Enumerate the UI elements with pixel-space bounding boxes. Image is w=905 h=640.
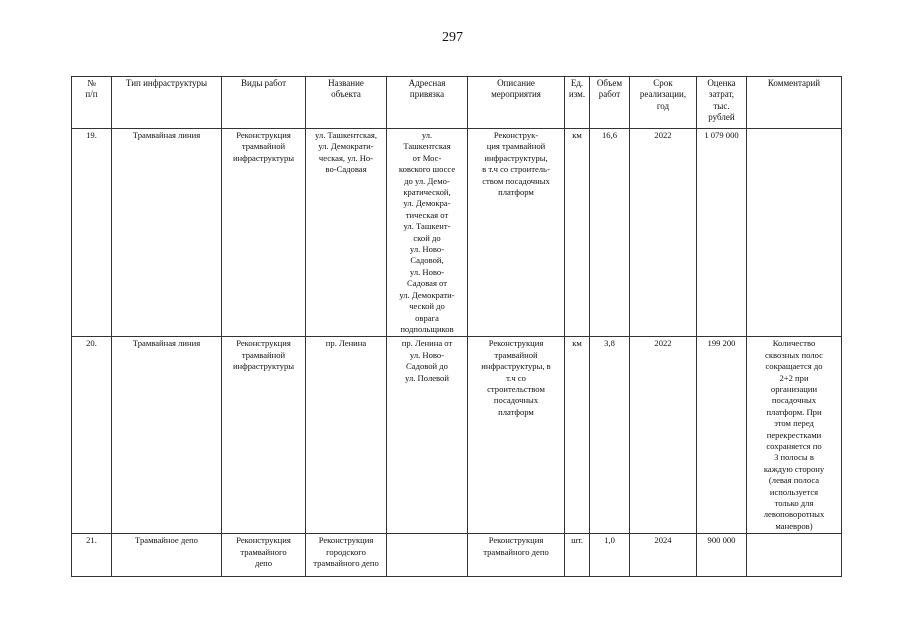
header-work-types: Виды работ bbox=[222, 77, 306, 129]
table-row bbox=[72, 534, 842, 577]
cell-work-types: Реконструкция трамвайной инфраструктуры bbox=[222, 337, 306, 534]
table-header-row bbox=[72, 77, 842, 129]
cell-work-types: Реконструкция трамвайного депо bbox=[222, 534, 306, 577]
page-number: 297 bbox=[442, 30, 463, 45]
cell-term: 2024 bbox=[630, 534, 697, 577]
table-row bbox=[72, 129, 842, 337]
cell-number: 21. bbox=[72, 534, 112, 577]
cell-infrastructure-type: Трамвайная линия bbox=[112, 337, 222, 534]
cell-unit: км bbox=[565, 129, 590, 337]
cell-cost: 900 000 bbox=[697, 534, 747, 577]
header-number: № п/п bbox=[72, 77, 112, 129]
cell-comment: Количество сквозных полос сокращается до 2+2 при организации посадочных платформ. При этом перед перекрестками сохраняется по 3 полосы в каждую сторону (левая полоса используется только для левоповоротных маневров) bbox=[747, 337, 842, 534]
header-description: Описание мероприятия bbox=[468, 77, 565, 129]
cell-cost: 199 200 bbox=[697, 337, 747, 534]
header-term: Срок реализации, год bbox=[630, 77, 697, 129]
header-cost: Оценка затрат, тыс. рублей bbox=[697, 77, 747, 129]
cell-description: Реконструк- ция трамвайной инфраструктуры, в т.ч со строитель- ством посадочных платформ bbox=[468, 129, 565, 337]
cell-work-types: Реконструкция трамвайной инфраструктуры bbox=[222, 129, 306, 337]
cell-unit: км bbox=[565, 337, 590, 534]
cell-object-name: пр. Ленина bbox=[306, 337, 387, 534]
cell-volume: 1,0 bbox=[590, 534, 630, 577]
infrastructure-table bbox=[71, 76, 842, 577]
cell-comment bbox=[747, 534, 842, 577]
cell-number: 19. bbox=[72, 129, 112, 337]
cell-unit: шт. bbox=[565, 534, 590, 577]
cell-description: Реконструкция трамвайного депо bbox=[468, 534, 565, 577]
cell-number: 20. bbox=[72, 337, 112, 534]
header-comment: Комментарий bbox=[747, 77, 842, 129]
cell-address: пр. Ленина от ул. Ново- Садовой до ул. Полевой bbox=[387, 337, 468, 534]
cell-description: Реконструкция трамвайной инфраструктуры, в т.ч со строительством посадочных платформ bbox=[468, 337, 565, 534]
cell-cost: 1 079 000 bbox=[697, 129, 747, 337]
cell-infrastructure-type: Трамвайная линия bbox=[112, 129, 222, 337]
header-infrastructure-type: Тип инфраструктуры bbox=[112, 77, 222, 129]
cell-address: ул. Ташкентская от Мос- ковского шоссе до ул. Демо- кратической, ул. Демокра- тическая от ул. Ташкент- ской до ул. Ново- Садовой, ул. Ново- Садовая от ул. Демократи- ческой до оврага подпольщиков bbox=[387, 129, 468, 337]
cell-volume: 16,6 bbox=[590, 129, 630, 337]
header-object-name: Название объекта bbox=[306, 77, 387, 129]
header-address: Адресная привязка bbox=[387, 77, 468, 129]
table-row bbox=[72, 337, 842, 534]
cell-address bbox=[387, 534, 468, 577]
header-unit: Ед. изм. bbox=[565, 77, 590, 129]
header-volume: Объем работ bbox=[590, 77, 630, 129]
cell-comment bbox=[747, 129, 842, 337]
cell-object-name: Реконструкция городского трамвайного депо bbox=[306, 534, 387, 577]
cell-term: 2022 bbox=[630, 337, 697, 534]
cell-term: 2022 bbox=[630, 129, 697, 337]
cell-infrastructure-type: Трамвайное депо bbox=[112, 534, 222, 577]
cell-object-name: ул. Ташкентская, ул. Демократи- ческая, ул. Но- во-Садовая bbox=[306, 129, 387, 337]
cell-volume: 3,8 bbox=[590, 337, 630, 534]
